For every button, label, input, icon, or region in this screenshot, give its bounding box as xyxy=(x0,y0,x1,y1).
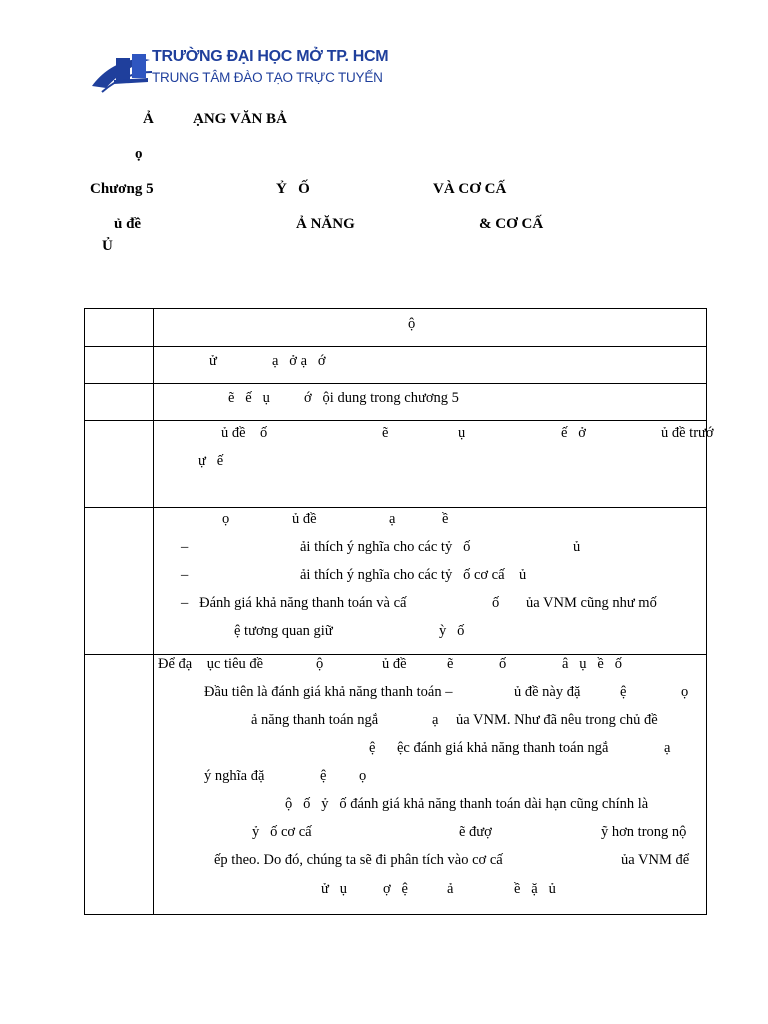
content-table xyxy=(84,308,714,915)
cell-text: ẽ ế ụ xyxy=(228,390,270,406)
cell-text: ệc đánh giá khả năng thanh toán ngắ xyxy=(397,740,609,756)
logo-subtitle: TRUNG TÂM ĐÀO TẠO TRỰC TUYẾN xyxy=(152,70,383,85)
logo-title: TRƯỜNG ĐẠI HỌC MỞ TP. HCM xyxy=(152,48,389,65)
cell-text: ọ xyxy=(359,768,367,784)
cell-text: ý nghĩa đặ xyxy=(204,768,265,784)
cell-text: – xyxy=(181,567,189,583)
cell-text: â ụ ề ố xyxy=(562,656,622,672)
cell-text: ủa VNM cũng như mố xyxy=(526,595,657,611)
cell-text: ủ xyxy=(573,539,581,555)
cell-text: ủ đề này đặ xyxy=(514,684,581,700)
table-row xyxy=(85,655,707,915)
header-text: Ủ xyxy=(102,238,113,254)
header-text: VÀ CƠ CẤ xyxy=(433,181,507,197)
cell-text: ệ tương quan giữ xyxy=(234,623,333,639)
cell-text: ọ xyxy=(681,684,689,700)
cell-text: ỹ hơn trong nộ xyxy=(601,824,687,840)
cell-text: ủ đề ố xyxy=(221,425,268,441)
cell-text: ố xyxy=(492,595,500,611)
cell-text: ải thích ý nghĩa cho các tỷ ố cơ cấ ủ xyxy=(300,567,527,583)
cell-text: ế ở xyxy=(561,425,586,441)
chapter-label: Chương 5 xyxy=(90,181,154,197)
cell-text: ạ xyxy=(389,511,396,527)
cell-text: ố xyxy=(499,656,507,672)
cell-text: ụ xyxy=(458,425,466,441)
header-text: Ả xyxy=(143,111,154,127)
table-cell xyxy=(154,309,707,347)
cell-text: ớ ội dung trong chương 5 xyxy=(304,390,459,406)
cell-text: ệ xyxy=(320,768,327,784)
cell-text: ọ xyxy=(222,511,230,527)
header-text: & CƠ CẤ xyxy=(479,216,544,232)
header-text: ẠNG VĂN BẢ xyxy=(193,111,287,127)
cell-text: ủ đề trướ xyxy=(661,425,714,441)
cell-text: ếp theo. Do đó, chúng ta sẽ đi phân tích vào cơ cấ xyxy=(214,852,503,868)
table-row xyxy=(85,347,707,384)
cell-text: ề ặ ủ xyxy=(514,881,556,897)
cell-text: – Đánh giá khả năng thanh toán và cấ xyxy=(181,595,407,611)
cell-text: ỳ ố xyxy=(439,623,465,639)
cell-text: ủ đề xyxy=(292,511,317,527)
table-row xyxy=(85,421,707,508)
cell-text: ủa VNM. Như đã nêu trong chủ đề xyxy=(456,712,658,728)
cell-text: ạ ở ạ ớ xyxy=(272,353,326,369)
table-cell xyxy=(85,309,154,347)
header-text: ọ xyxy=(135,146,143,162)
cell-text: ạ xyxy=(432,712,439,728)
cell-text: ử xyxy=(209,353,217,369)
cell-text: ủa VNM để xyxy=(621,852,690,868)
cell-text: ợ ệ xyxy=(383,881,408,897)
cell-text: ẽ xyxy=(447,656,454,672)
cell-text: ộ xyxy=(316,656,324,672)
cell-text: ạ xyxy=(664,740,671,756)
cell-text: Để đạ ục tiêu đề xyxy=(158,656,264,672)
cell-text: ẽ đượ xyxy=(459,824,492,840)
cell-text: ộ xyxy=(408,316,416,332)
cell-text: ủ đề xyxy=(382,656,407,672)
cell-text: ệ xyxy=(369,740,376,756)
cell-text: ề xyxy=(442,511,449,527)
cell-text: ử ụ xyxy=(321,881,347,897)
cell-text: ả năng thanh toán ngắ xyxy=(251,712,379,728)
header-text: Ỷ Ố xyxy=(276,181,310,197)
cell-text: ả xyxy=(447,881,454,897)
table-row xyxy=(85,309,707,347)
header-text: Ả NĂNG xyxy=(296,216,355,232)
cell-text: ộ ố ỷ ố đánh giá khả năng thanh toán dài hạn cũng chính là xyxy=(285,796,649,812)
table-row xyxy=(85,384,707,421)
cell-text: ệ xyxy=(620,684,627,700)
header-text: ủ đề xyxy=(114,216,142,232)
cell-text: Đầu tiên là đánh giá khả năng thanh toán – xyxy=(204,684,453,700)
cell-text: ự ế xyxy=(198,453,224,469)
cell-text: ỷ ố cơ cấ xyxy=(252,824,312,840)
table-row xyxy=(85,508,707,655)
cell-text: ải thích ý nghĩa cho các tỷ ố xyxy=(300,539,471,555)
cell-text: ẽ xyxy=(382,425,389,441)
cell-text: – xyxy=(181,539,189,555)
